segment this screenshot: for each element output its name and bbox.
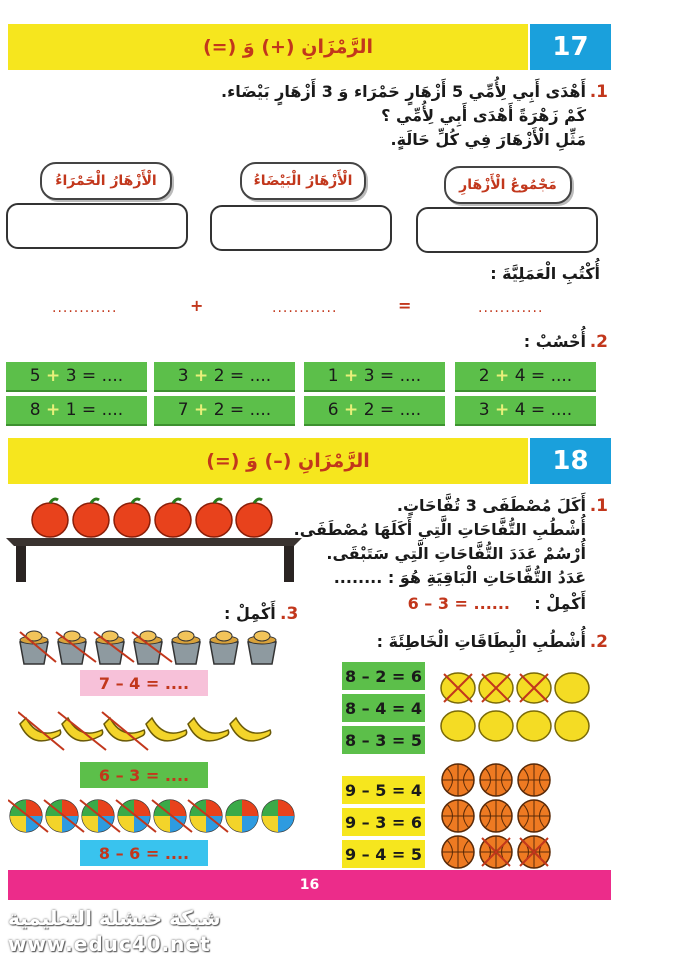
apple-icon [236,499,272,537]
apple-icon [196,499,232,537]
calc-cell[interactable]: 7 + 2 = .... [154,396,295,426]
ex1-number: 1. [589,82,608,102]
tab-red-flowers: الْأَزْهَارُ الْحَمْرَاءُ [40,162,172,200]
draw-box-white[interactable] [210,205,392,251]
calc-pots[interactable]: 7 – 4 = .... [80,670,208,696]
calc-balls[interactable]: 8 – 6 = .... [80,840,208,866]
watermark-name: شبكة خنشلة التعليمية [8,906,221,930]
calc-cell[interactable]: 2 + 4 = .... [455,362,596,392]
basketballs-illustration [440,762,560,870]
ex2-number: 2. [589,332,608,352]
apple-icon [114,499,150,537]
l18-ex1-complete-label: أَكْمِلْ : [534,594,586,613]
operation-equals: = [398,296,412,315]
calc-cell[interactable]: 6 + 2 = .... [304,396,445,426]
apples-on-table-illustration [4,494,304,586]
lesson-18-number: 18 [530,438,611,484]
lemons-illustration [438,668,598,748]
l18-ex3-label: أَكْمِلْ : [224,604,276,623]
page-footer [8,870,611,900]
lesson-17-title: الرَّمْزَانِ (+) وَ (=) [203,36,374,58]
operation-blank-result[interactable]: ............ [478,300,544,316]
apple-icon [73,499,109,537]
card-lemon-2[interactable]: 8 – 4 = 4 [342,694,425,722]
l18-ex1-complete-eq[interactable]: ...... = 3 – 6 [407,594,510,613]
card-ball-2[interactable]: 9 – 3 = 6 [342,808,425,836]
ex1-line2: كَمْ زَهْرَةً أَهْدَى أَبِي لِأُمِّي ؟ [381,106,586,125]
lesson-17-number: 17 [530,24,611,70]
tab-total-flowers: مَجْمُوعُ الْأَزْهَارِ [444,166,572,204]
ex1-line1: أَهْدَى أَبِي لِأُمِّي 5 أَزْهَارٍ حَمْرَاء وَ 3 أَزْهَارٍ بَيْضَاء. [221,82,586,101]
calc-cell[interactable]: 1 + 3 = .... [304,362,445,392]
calc-bananas[interactable]: 6 – 3 = .... [80,762,208,788]
watermark-url: www.educ40.net [8,932,211,956]
lesson-18-title: الرَّمْزَانِ (–) وَ (=) [206,450,370,472]
lesson-18-banner [8,438,611,484]
apple-icon [32,499,68,537]
tab-white-flowers: الْأَزْهَارُ الْبَيْضَاءُ [240,162,366,200]
l18-ex2-label: أُشْطُبِ الْبِطَاقَاتِ الْخَاطِئَةَ : [376,632,586,651]
operation-blank-2[interactable]: ............ [272,300,338,316]
card-lemon-1[interactable]: 8 – 2 = 6 [342,662,425,690]
lesson-17-banner [8,24,611,70]
pots-row-illustration [16,628,296,668]
bananas-row-illustration [18,706,274,756]
draw-box-total[interactable] [416,207,598,253]
calc-cell[interactable]: 3 + 4 = .... [455,396,596,426]
draw-box-red[interactable] [6,203,188,249]
apple-icon [155,499,191,537]
l18-ex1-line3: أُرْسُمْ عَدَدَ التُّفَّاحَاتِ الَّتِي سَتَبْقَى. [326,544,586,563]
calc-cell[interactable]: 3 + 2 = .... [154,362,295,392]
ex1-line3: مَثِّلِ الْأَزْهَارَ فِي كُلِّ حَالَةٍ. [390,130,586,149]
card-ball-3[interactable]: 9 – 4 = 5 [342,840,425,868]
ex2-label: أُحْسُبْ : [523,332,586,351]
l18-ex1-line4: عَدَدُ التُّفَّاحَاتِ الْبَاقِيَةِ هُوَ : ........ [333,568,586,587]
l18-ex1-line1: أَكَلَ مُصْطَفَى 3 تُفَّاحَاتٍ. [396,496,586,515]
card-lemon-3[interactable]: 8 – 3 = 5 [342,726,425,754]
balls-row-illustration [8,796,296,836]
page-number: 16 [299,877,320,893]
card-ball-1[interactable]: 9 – 5 = 4 [342,776,425,804]
calc-cell[interactable]: 8 + 1 = .... [6,396,147,426]
calc-cell[interactable]: 5 + 3 = .... [6,362,147,392]
write-operation-label: أُكْتُبِ الْعَمَلِيَّةَ : [490,264,600,283]
l18-ex2-number: 2. [589,632,608,652]
l18-ex1-number: 1. [589,496,608,516]
l18-ex3-number: 3. [280,604,299,624]
operation-plus: + [190,296,204,315]
operation-blank-1[interactable]: ............ [52,300,118,316]
l18-ex1-line2: أُشْطُبِ التُّفَّاحَاتِ الَّتِي أَكَلَهَا مُصْطَفَى. [293,520,586,539]
